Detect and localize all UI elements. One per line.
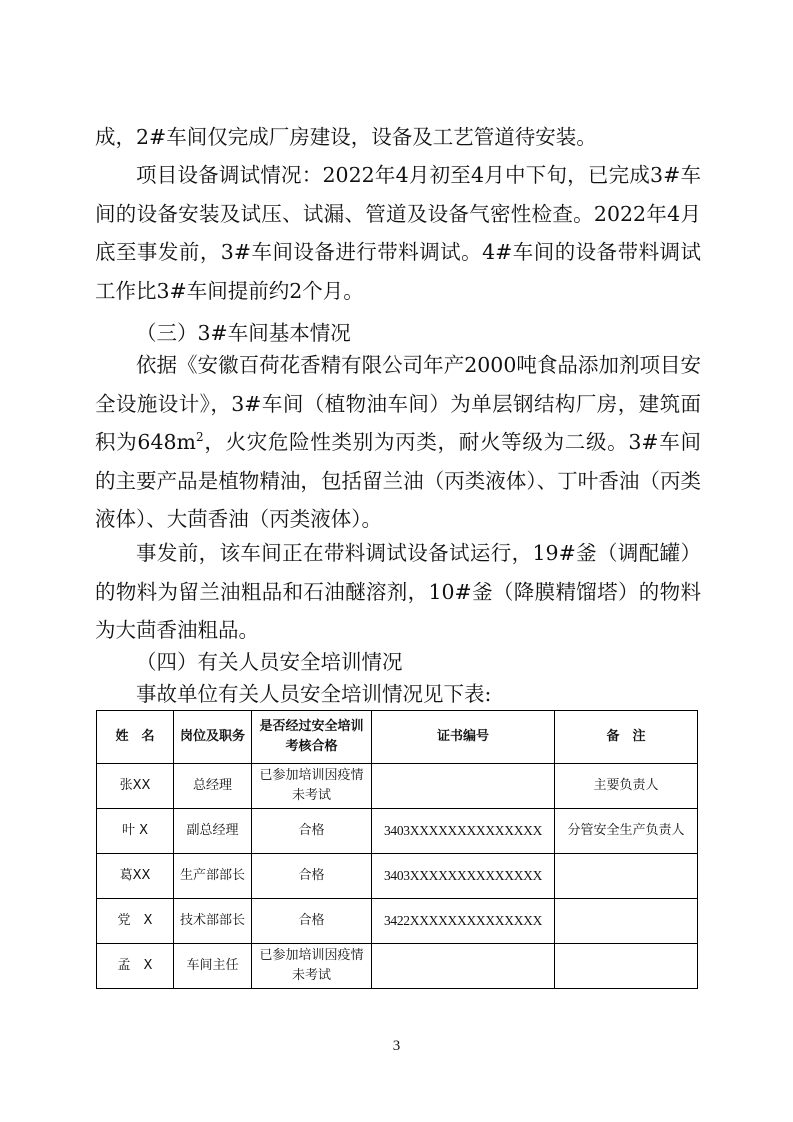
cell-certificate-number: 3403XXXXXXXXXXXXXX [372,809,555,854]
cell-name: 葛XX [97,854,174,899]
table-row [97,854,698,899]
section-heading-workshop3: （三）3#车间基本情况 [136,321,351,345]
paragraph-before-accident: 事发前，该车间正在带料调试设备试运行，19#釜（调配罐）的物料为留兰油粗品和石油醚溶剂，10#釜（降膜精馏塔）的物料为大茴香油粗品。 [95,541,701,642]
table-row [97,764,698,809]
cell-position: 副总经理 [174,809,252,854]
cell-name: 孟 X [97,944,174,989]
cell-remarks: 主要负责人 [555,764,698,809]
paragraph-continuation: 成，2#车间仅完成厂房建设，设备及工艺管道待安装。 [95,125,597,149]
table-row [97,899,698,944]
cell-training-status: 已参加培训因疫情未考试 [252,764,372,809]
paragraph-equipment-debug: 项目设备调试情况：2022年4月初至4月中下旬，已完成3#车间的设备安装及试压、试漏、管道及设备气密性检查。2022年4月底至事发前，3#车间设备进行带料调试。4#车间的设备带料调试工作比3#车间提前约2个月。 [95,163,701,303]
training-table [96,710,698,989]
cell-name: 叶 X [97,809,174,854]
cell-certificate-number [372,764,555,809]
section-heading-training: （四）有关人员安全培训情况 [136,650,403,674]
header-position: 岗位及职务 [174,711,252,764]
table-row [97,944,698,989]
paragraph-workshop3-part1: 依据《安徽百荷花香精有限公司年产2000吨食品添加剂项目安全设施设计》，3#车间（植物油车间）为单层钢结构厂房，建筑面积为648m [95,353,701,454]
cell-position: 总经理 [174,764,252,809]
header-training-status: 是否经过安全培训考核合格 [252,711,372,764]
cell-remarks [555,854,698,899]
cell-remarks [555,944,698,989]
cell-name: 张XX [97,764,174,809]
cell-remarks [555,899,698,944]
cell-training-status: 合格 [252,809,372,854]
paragraph-workshop3-part2: ，火灾危险性类别为丙类，耐火等级为二级。3#车间的主要产品是植物精油，包括留兰油（丙类液体）、丁叶香油（丙类液体）、大茴香油（丙类液体）。 [95,430,702,531]
cell-position: 车间主任 [174,944,252,989]
table-row [97,809,698,854]
superscript-two: 2 [195,430,204,445]
cell-position: 技术部部长 [174,899,252,944]
cell-certificate-number: 3403XXXXXXXXXXXXXX [372,854,555,899]
header-remarks: 备 注 [555,711,698,764]
paragraph-workshop3-basic [95,346,701,539]
table-header-row [97,711,698,764]
cell-training-status: 合格 [252,854,372,899]
cell-position: 生产部部长 [174,854,252,899]
cell-remarks: 分管安全生产负责人 [555,809,698,854]
cell-training-status: 已参加培训因疫情未考试 [252,944,372,989]
cell-certificate-number: 3422XXXXXXXXXXXXXX [372,899,555,944]
header-name: 姓 名 [97,711,174,764]
cell-name: 党 X [97,899,174,944]
header-certificate-number: 证书编号 [372,711,555,764]
cell-training-status: 合格 [252,899,372,944]
table-intro: 事故单位有关人员安全培训情况见下表: [136,682,492,706]
page-number: 3 [392,1038,401,1054]
cell-certificate-number [372,944,555,989]
